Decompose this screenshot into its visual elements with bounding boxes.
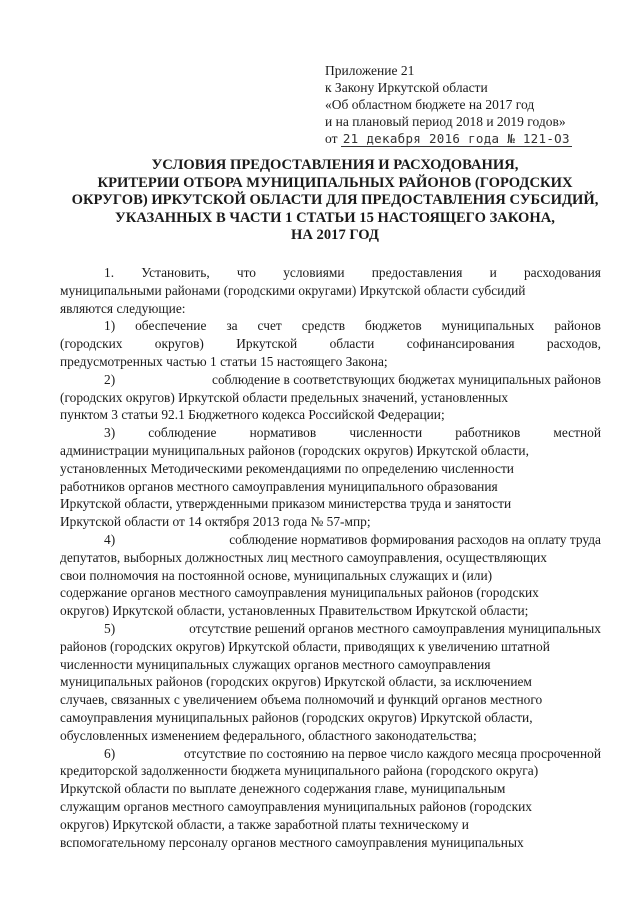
item-number: 6) (104, 745, 116, 761)
document-title (70, 157, 600, 245)
item-3-line-5: Иркутской области, утвержденными приказом министерства труда и занятости (60, 496, 512, 512)
appendix-ot: от (325, 131, 338, 146)
item-2-line-2: (городских округов) Иркутской области предельных значений, установленных (60, 389, 509, 405)
word: что (236, 265, 256, 280)
item-3-line-2: администрации муниципальных районов (городских округов) Иркутской области, (60, 442, 529, 458)
title-line-1: УСЛОВИЯ ПРЕДОСТАВЛЕНИЯ И РАСХОДОВАНИЯ, (151, 157, 519, 173)
item-6-line-6: вспомогательному персоналу органов местного самоуправления муниципальных (60, 834, 524, 850)
word: за (226, 318, 238, 334)
item-number: 2) (104, 371, 116, 387)
item-6-line-5: округов) Иркутской области, а также заработной платы техническому и (60, 816, 469, 832)
word: расходов, (546, 336, 601, 352)
item-3-line-3: установленных Методическими рекомендациями по определению численности (60, 460, 514, 476)
item-2-line-1 (60, 371, 601, 389)
title-line-5: НА 2017 ГОД (291, 227, 379, 243)
word: и (489, 265, 497, 280)
item-4-line-4: содержание органов местного самоуправления муниципальных районов (городских (60, 585, 539, 601)
word: софинансирования (406, 336, 515, 352)
item-5-line-2: районов (городских округов) Иркутской области, приводящих к увеличению штатной (60, 638, 550, 654)
item-1-line-3: предусмотренных частью 1 статьи 15 настоящего Закона; (60, 353, 388, 369)
item-4-line-3: свои полномочия на постоянной основе, муниципальных служащих и (или) (60, 567, 493, 583)
word: 1. (104, 265, 115, 280)
word: местной (553, 425, 601, 441)
word: округов) (154, 336, 204, 352)
paragraph-1-line-2: муниципальными районами (городскими округами) Иркутской области субсидий (60, 282, 526, 298)
handwritten-date: 21 декабря 2016 года № 121-ОЗ (342, 131, 570, 146)
word: районов (554, 318, 601, 334)
item-6-line-2: кредиторской задолженности бюджета муниципального района (городского округа) (60, 763, 539, 779)
document-body (60, 264, 601, 851)
text: соблюдение в соответствующих бюджетах муниципальных районов (212, 371, 601, 387)
word: расходования (523, 265, 601, 280)
word: работников (455, 425, 521, 441)
word: муниципальных (441, 318, 535, 334)
item-5-line-5: случаев, связанных с увеличением объема полномочий и функций органов местного (60, 692, 543, 708)
item-4-line-1 (60, 531, 601, 549)
word: области (329, 336, 375, 352)
title-line-3: ОКРУГОВ) ИРКУТСКОЙ ОБЛАСТИ ДЛЯ ПРЕДОСТАВЛЕНИЯ СУБСИДИЙ, (71, 192, 599, 208)
title-line-4: УКАЗАННЫХ В ЧАСТИ 1 СТАТЬИ 15 НАСТОЯЩЕГО ЗАКОНА, (115, 209, 555, 226)
appendix-line-1: Приложение 21 (325, 63, 415, 78)
item-number: 5) (104, 620, 116, 636)
word: Установить, (141, 265, 210, 280)
word: условиями (283, 265, 345, 280)
item-5-line-4: муниципальных районов (городских округов) Иркутской области, за исключением (60, 674, 532, 690)
item-1-line-1 (60, 317, 601, 335)
appendix-line-2: к Закону Иркутской области (325, 80, 488, 95)
appendix-header (325, 62, 572, 147)
item-5-line-1 (60, 620, 601, 638)
word: (городских (60, 336, 123, 352)
item-5-line-3: численности муниципальных служащих органов местного самоуправления (60, 656, 491, 672)
title-line-2: КРИТЕРИИ ОТБОРА МУНИЦИПАЛЬНЫХ РАЙОНОВ (ГОРОДСКИХ (97, 174, 573, 191)
item-5-line-7: обусловленных изменением федерального, областного законодательства; (60, 727, 477, 743)
paragraph-1-line-3: являются следующие: (60, 300, 186, 316)
item-6-line-3: Иркутской области по выплате денежного содержания главе, муниципальным (60, 781, 506, 797)
item-number: 1) (104, 318, 116, 334)
word: Иркутской (236, 336, 298, 352)
word: средств (301, 318, 346, 334)
word: счет (257, 318, 282, 334)
item-1-line-2 (60, 335, 601, 353)
item-3-line-6: Иркутской области от 14 октября 2013 года № 57-мпр; (60, 514, 371, 530)
item-4-line-2: депутатов, выборных должностных лиц местного самоуправления, осуществляющих (60, 549, 547, 565)
paragraph-1-line-1 (60, 264, 601, 282)
word: обеспечение (135, 318, 207, 334)
item-6-line-1 (60, 745, 601, 763)
item-3-line-1 (60, 424, 601, 442)
text: отсутствие по состоянию на первое число каждого месяца просроченной (183, 745, 601, 761)
word: соблюдение (148, 425, 217, 441)
word: численности (349, 425, 423, 441)
item-2-line-3: пунктом 3 статьи 92.1 Бюджетного кодекса Российской Федерации; (60, 407, 445, 423)
item-number: 3) (104, 425, 116, 441)
word: бюджетов (365, 318, 422, 334)
text: отсутствие решений органов местного самоуправления муниципальных (189, 620, 601, 636)
item-4-line-5: округов) Иркутской области, установленных Правительством Иркутской области; (60, 603, 529, 619)
item-5-line-6: самоуправления муниципальных районов (городских округов) Иркутской области, (60, 709, 533, 725)
word: предоставления (371, 265, 463, 280)
appendix-line-3: «Об областном бюджете на 2017 год (325, 97, 535, 112)
appendix-line-4: и на плановый период 2018 и 2019 годов» (325, 114, 566, 129)
word: нормативов (249, 425, 317, 441)
item-3-line-4: работников органов местного самоуправления муниципального образования (60, 478, 498, 494)
item-6-line-4: служащим органов местного самоуправления муниципальных районов (городских (60, 798, 532, 814)
appendix-date-line (325, 130, 572, 147)
text: соблюдение нормативов формирования расходов на оплату труда (229, 531, 601, 547)
item-number: 4) (104, 531, 116, 547)
